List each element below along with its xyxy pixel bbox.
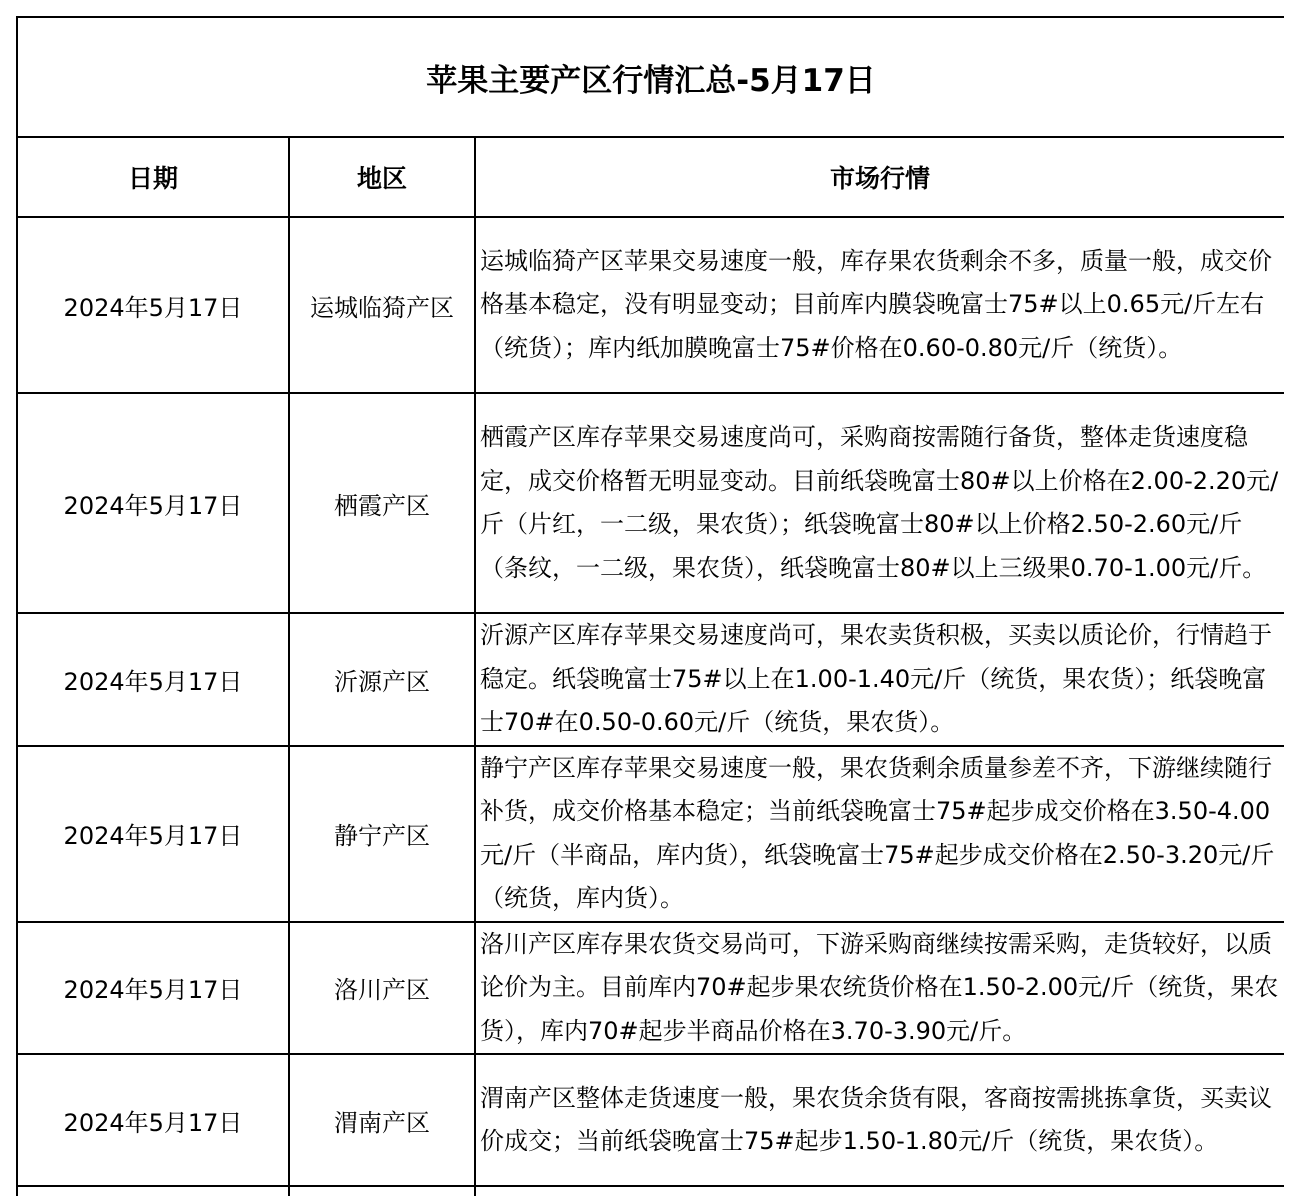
- table-row: [17, 922, 1284, 1055]
- table-row-empty: [17, 1186, 1284, 1196]
- date-cell: 2024年5月17日: [17, 1054, 289, 1186]
- table-title: 苹果主要产区行情汇总-5月17日: [17, 17, 1284, 137]
- date-cell: 2024年5月17日: [17, 217, 289, 393]
- market-cell: 栖霞产区库存苹果交易速度尚可，采购商按需随行备货，整体走货速度稳定，成交价格暂无明显变动。目前纸袋晚富士80#以上价格在2.00-2.20元/斤（片红，一二级，果农货）；纸袋晚富士80#以上价格2.50-2.60元/斤（条纹，一二级，果农货），纸袋晚富士80#以上三级果0.70-1.00元/斤。: [475, 393, 1284, 613]
- table-row: [17, 393, 1284, 613]
- empty-cell: [17, 1186, 289, 1196]
- header-market: 市场行情: [475, 137, 1284, 217]
- header-row: [17, 137, 1284, 217]
- region-cell: 栖霞产区: [289, 393, 475, 613]
- market-cell: 沂源产区库存苹果交易速度尚可，果农卖货积极，买卖以质论价，行情趋于稳定。纸袋晚富士75#以上在1.00-1.40元/斤（统货，果农货）；纸袋晚富士70#在0.50-0.60元/斤（统货，果农货）。: [475, 613, 1284, 746]
- region-cell: 渭南产区: [289, 1054, 475, 1186]
- market-cell: 洛川产区库存果农货交易尚可，下游采购商继续按需采购，走货较好，以质论价为主。目前库内70#起步果农统货价格在1.50-2.00元/斤（统货，果农货），库内70#起步半商品价格在3.70-3.90元/斤。: [475, 922, 1284, 1055]
- empty-cell: [289, 1186, 475, 1196]
- table-row: [17, 613, 1284, 746]
- market-table: [16, 16, 1284, 1196]
- table-row: [17, 217, 1284, 393]
- region-cell: 静宁产区: [289, 746, 475, 922]
- summary-sheet: [16, 16, 1284, 1196]
- date-cell: 2024年5月17日: [17, 393, 289, 613]
- region-cell: 运城临猗产区: [289, 217, 475, 393]
- table-row: [17, 746, 1284, 922]
- region-cell: 沂源产区: [289, 613, 475, 746]
- region-cell: 洛川产区: [289, 922, 475, 1055]
- header-region: 地区: [289, 137, 475, 217]
- market-cell: 渭南产区整体走货速度一般，果农货余货有限，客商按需挑拣拿货，买卖议价成交；当前纸袋晚富士75#起步1.50-1.80元/斤（统货，果农货）。: [475, 1054, 1284, 1186]
- market-cell: 静宁产区库存苹果交易速度一般，果农货剩余质量参差不齐，下游继续随行补货，成交价格基本稳定；当前纸袋晚富士75#起步成交价格在3.50-4.00元/斤（半商品，库内货），纸袋晚富士75#起步成交价格在2.50-3.20元/斤（统货，库内货）。: [475, 746, 1284, 922]
- table-row: [17, 1054, 1284, 1186]
- date-cell: 2024年5月17日: [17, 746, 289, 922]
- empty-cell: [475, 1186, 1284, 1196]
- date-cell: 2024年5月17日: [17, 613, 289, 746]
- date-cell: 2024年5月17日: [17, 922, 289, 1055]
- title-row: [17, 17, 1284, 137]
- header-date: 日期: [17, 137, 289, 217]
- market-cell: 运城临猗产区苹果交易速度一般，库存果农货剩余不多，质量一般，成交价格基本稳定，没有明显变动；目前库内膜袋晚富士75#以上0.65元/斤左右（统货）；库内纸加膜晚富士75#价格在0.60-0.80元/斤（统货）。: [475, 217, 1284, 393]
